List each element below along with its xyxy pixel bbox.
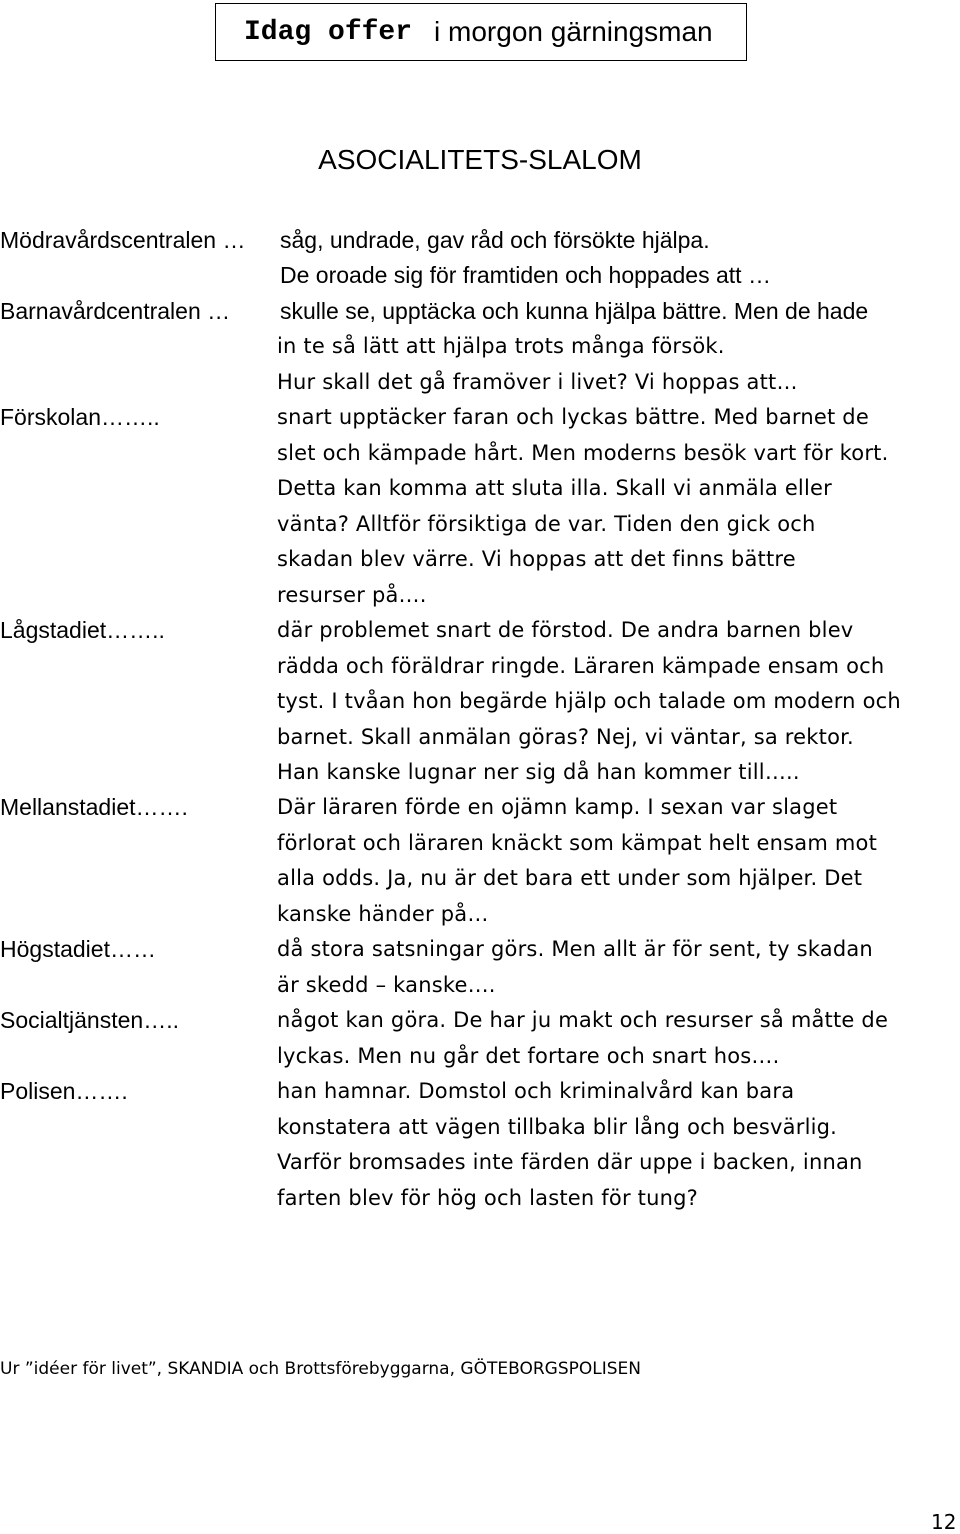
- body-line: Varför bromsades inte färden där uppe i backen, innan: [277, 1150, 863, 1174]
- body-line: resurser på….: [277, 583, 427, 607]
- body-line: vänta? Alltför försiktiga de var. Tiden den gick och: [277, 512, 816, 536]
- body-line: De oroade sig för framtiden och hoppades att …: [280, 262, 771, 288]
- body-line: han hamnar. Domstol och kriminalvård kan bara: [277, 1079, 795, 1103]
- title-part-2: i morgon gärningsman: [434, 16, 713, 47]
- body-line: lyckas. Men nu går det fortare och snart hos….: [277, 1044, 780, 1068]
- body-line: tyst. I tvåan hon begärde hjälp och talade om modern och: [277, 689, 901, 713]
- stage-label: Barnavårdcentralen …: [0, 298, 231, 324]
- body-line: Han kanske lugnar ner sig då han kommer till…..: [277, 760, 800, 784]
- stage-label: Mödravårdscentralen …: [0, 227, 246, 253]
- body-line: förlorat och läraren knäckt som kämpat helt ensam mot: [277, 831, 878, 855]
- body-line: rädda och föräldrar ringde. Läraren kämpade ensam och: [277, 654, 885, 678]
- title-part-1: Idag offer: [244, 16, 413, 48]
- body-line: skadan blev värre. Vi hoppas att det finns bättre: [277, 547, 796, 571]
- title-box: [215, 3, 747, 61]
- body-line: Där läraren förde en ojämn kamp. I sexan var slaget: [277, 795, 838, 819]
- stage-label: Polisen…….: [0, 1078, 128, 1104]
- body-line: in te så lätt att hjälpa trots många försök.: [277, 334, 725, 358]
- body-line: då stora satsningar görs. Men allt är för sent, ty skadan: [277, 937, 873, 961]
- page-number: 12: [931, 1510, 957, 1534]
- body-line: där problemet snart de förstod. De andra barnen blev: [277, 618, 854, 642]
- stage-label: Högstadiet……: [0, 936, 156, 962]
- body-line: alla odds. Ja, nu är det bara ett under som hjälper. Det: [277, 866, 863, 890]
- body-line: något kan göra. De har ju makt och resurser så måtte de: [277, 1008, 889, 1032]
- source-footer: Ur ”idéer för livet”, SKANDIA och Brottsförebyggarna, GÖTEBORGSPOLISEN: [0, 1359, 641, 1379]
- stage-label: Socialtjänsten…..: [0, 1007, 179, 1033]
- body-line: farten blev för hög och lasten för tung?: [277, 1186, 698, 1210]
- stage-label: Mellanstadiet…….: [0, 794, 188, 820]
- stage-label: Förskolan……..: [0, 404, 160, 430]
- body-line: Detta kan komma att sluta illa. Skall vi anmäla eller: [277, 476, 832, 500]
- body-line: kanske händer på…: [277, 902, 489, 926]
- body-line: slet och kämpade hårt. Men moderns besök vart för kort.: [277, 441, 889, 465]
- body-line: konstatera att vägen tillbaka blir lång och besvärlig.: [277, 1115, 838, 1139]
- body-line: såg, undrade, gav råd och försökte hjälpa.: [280, 227, 710, 253]
- body-line: barnet. Skall anmälan göras? Nej, vi väntar, sa rektor.: [277, 725, 854, 749]
- body-line: Hur skall det gå framöver i livet? Vi hoppas att…: [277, 370, 798, 394]
- body-line: snart upptäcker faran och lyckas bättre. Med barnet de: [277, 405, 869, 429]
- stage-label: Lågstadiet……..: [0, 617, 165, 643]
- body-line: är skedd – kanske….: [277, 973, 496, 997]
- page-heading: ASOCIALITETS-SLALOM: [318, 144, 642, 175]
- body-line: skulle se, upptäcka och kunna hjälpa bättre. Men de hade: [280, 298, 869, 324]
